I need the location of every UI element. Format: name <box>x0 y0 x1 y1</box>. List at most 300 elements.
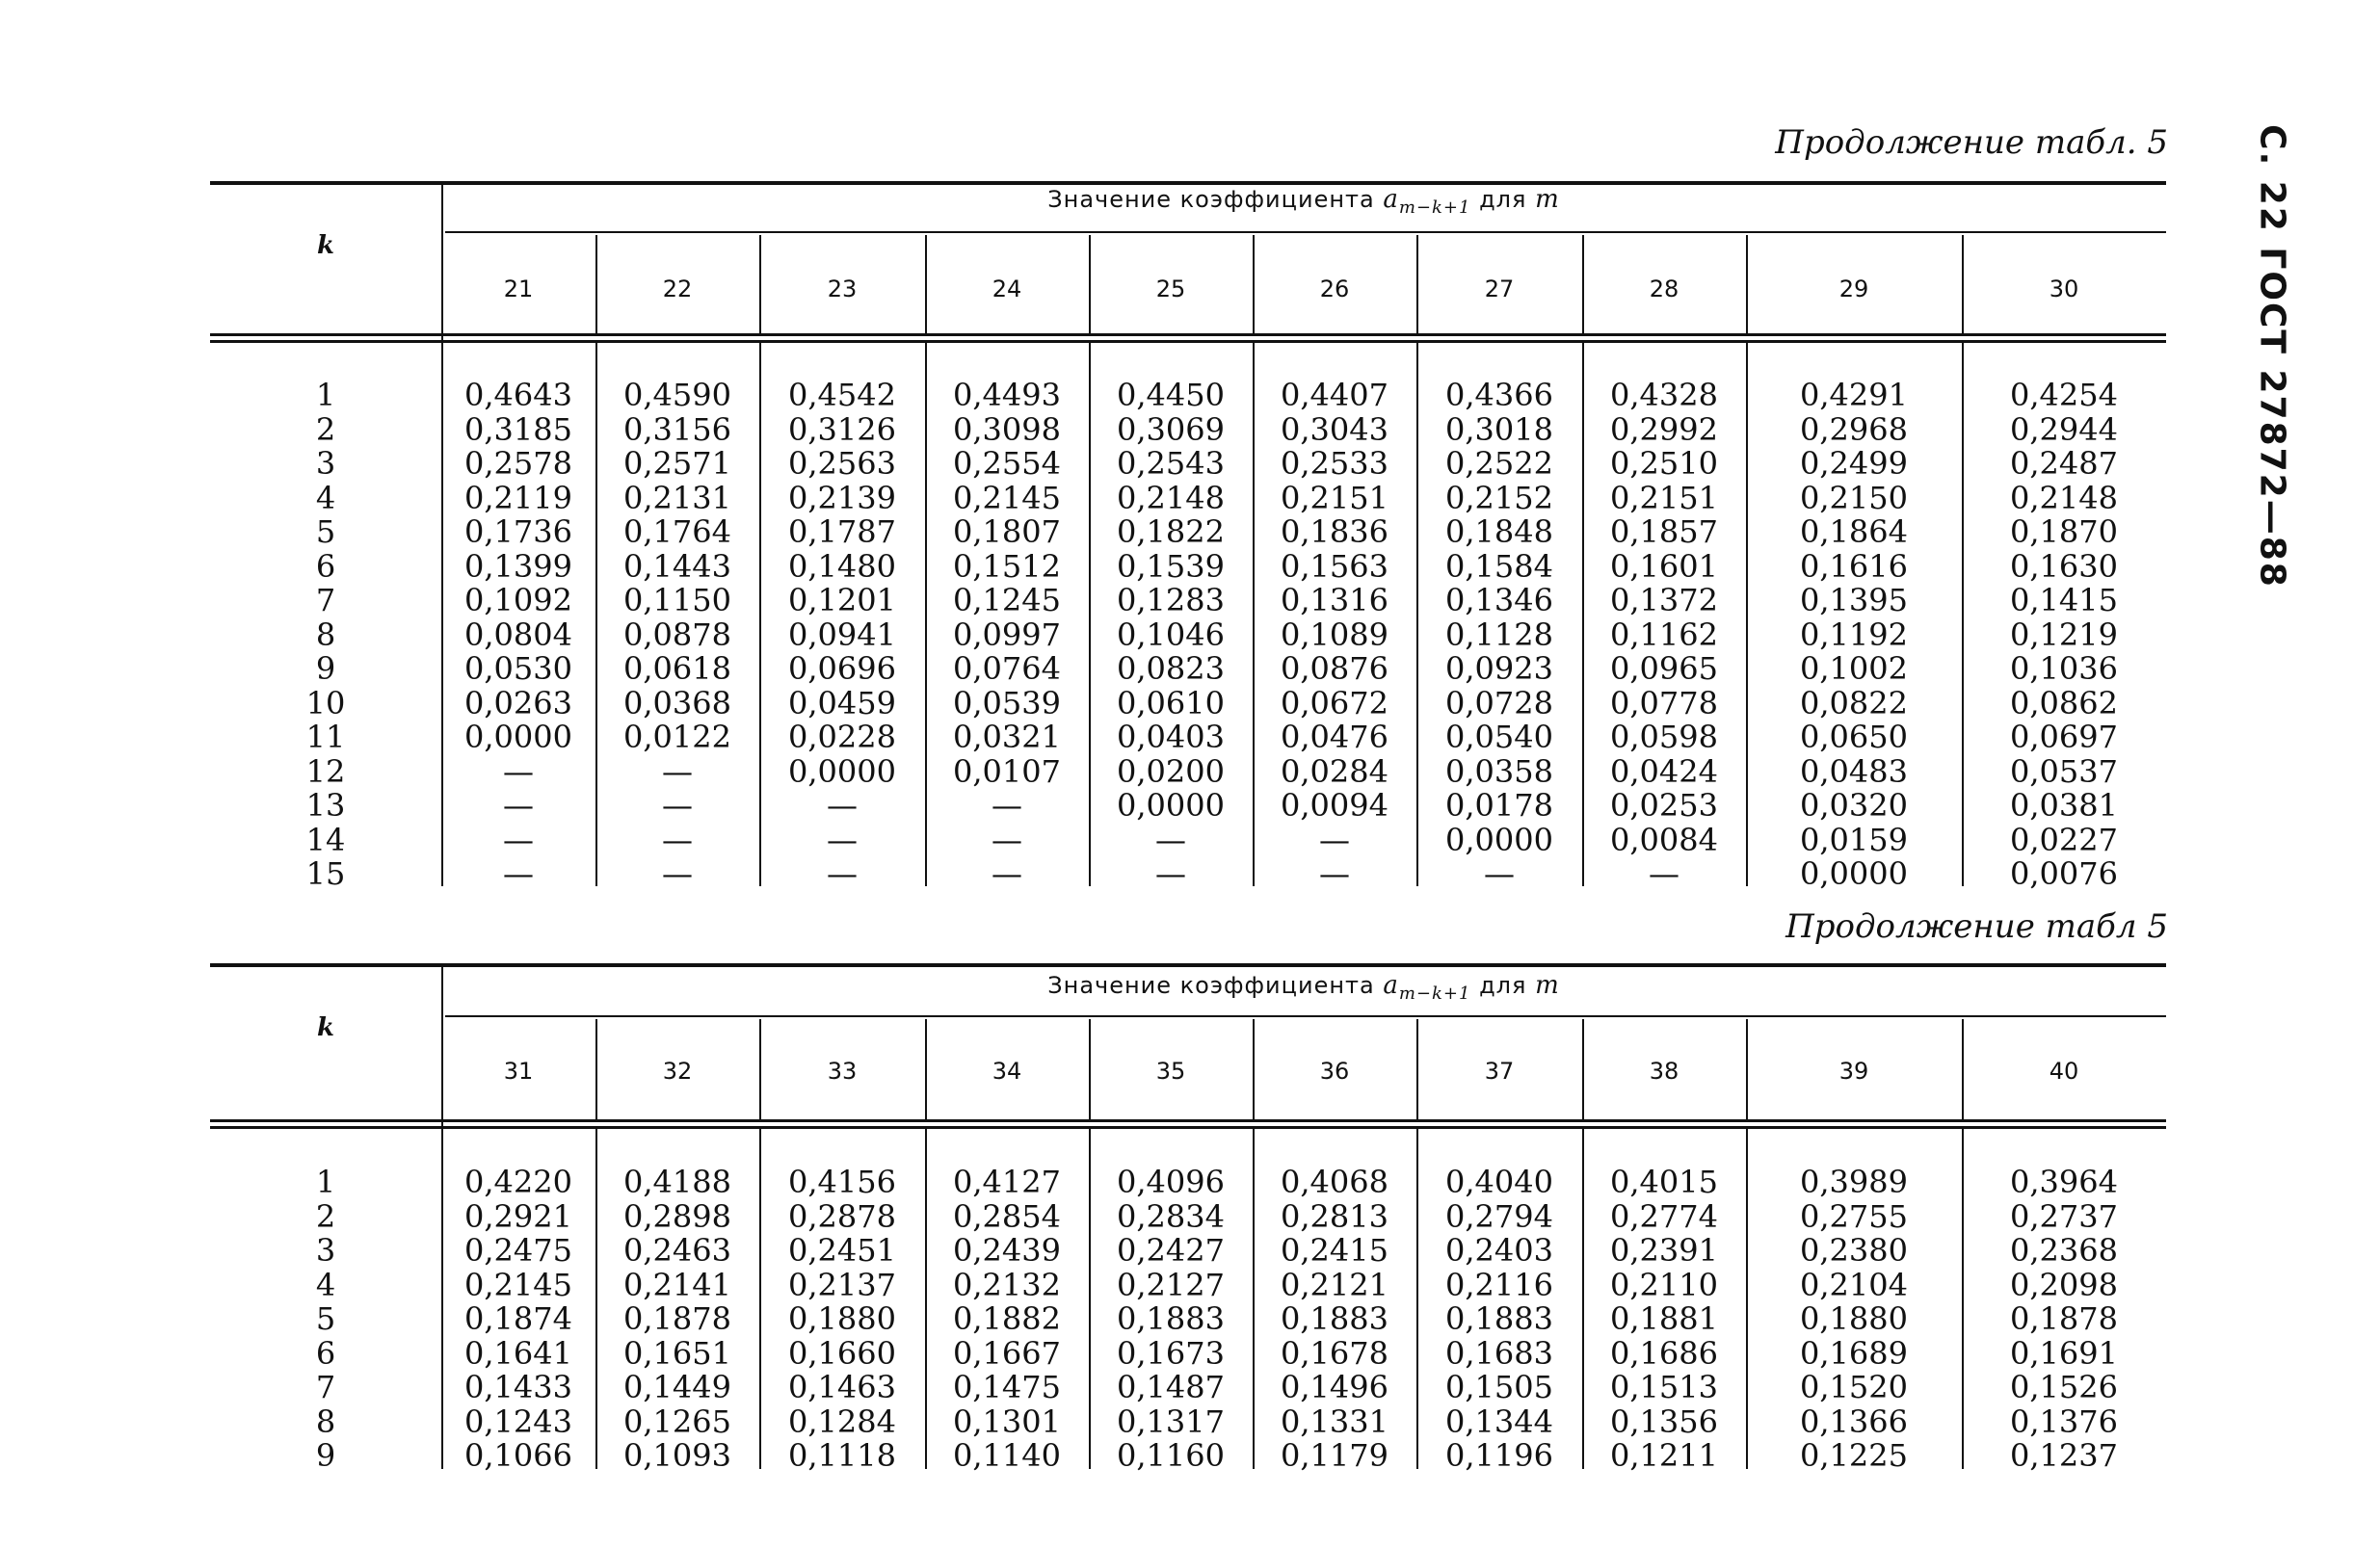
value-cell: 0,1883 <box>1445 1300 1553 1337</box>
value-column-m-38 <box>1582 1166 1746 1474</box>
spanning-header-rule <box>445 1015 2166 1017</box>
k-values-column <box>210 1166 441 1474</box>
value-cell: — <box>992 821 1022 858</box>
value-cell: 0,1857 <box>1610 513 1718 550</box>
value-column-m-31 <box>441 1166 595 1474</box>
value-column-m-26 <box>1253 379 1416 892</box>
column-header-m-34: 34 <box>992 1058 1022 1085</box>
value-cell: 0,1376 <box>2010 1403 2118 1440</box>
value-cell: 0,1128 <box>1445 616 1553 653</box>
value-cell: 0,0823 <box>1117 650 1225 687</box>
value-cell: 0,1346 <box>1445 582 1553 618</box>
value-cell: 0,1520 <box>1800 1369 1908 1405</box>
value-cell: 0,2151 <box>1610 479 1718 516</box>
column-header-m-40: 40 <box>2049 1058 2079 1085</box>
value-cell: 0,1219 <box>2010 616 2118 653</box>
variable-m: m <box>1535 971 1560 1000</box>
value-column-m-25 <box>1089 379 1253 892</box>
value-cell: — <box>662 855 693 892</box>
header-double-rule <box>210 333 2166 343</box>
value-cell: 0,0476 <box>1281 719 1388 755</box>
value-cell: 0,2104 <box>1800 1266 1908 1303</box>
spanning-header-suffix: для <box>1470 972 1536 999</box>
column-divider-header <box>759 235 761 335</box>
value-cell: — <box>1484 855 1515 892</box>
value-cell: 0,2391 <box>1610 1232 1718 1269</box>
spanning-header <box>441 971 2166 1004</box>
value-cell: 0,2121 <box>1281 1266 1388 1303</box>
k-value-cell: 8 <box>315 1403 336 1440</box>
value-cell: 0,2141 <box>623 1266 731 1303</box>
value-cell: 0,1284 <box>788 1403 896 1440</box>
value-cell: 0,1331 <box>1281 1403 1388 1440</box>
value-cell: 0,1678 <box>1281 1334 1388 1372</box>
value-cell: 0,0424 <box>1610 752 1718 790</box>
k-value-cell: 12 <box>305 752 346 790</box>
value-cell: 0,4156 <box>788 1164 896 1200</box>
value-cell: 0,2110 <box>1610 1266 1718 1303</box>
column-header-m-25: 25 <box>1155 275 1186 302</box>
table2-caption: Продолжение табл 5 <box>1785 907 2168 946</box>
value-cell: 0,0000 <box>1445 821 1553 858</box>
value-cell: 0,2510 <box>1610 445 1718 482</box>
column-divider-header <box>1582 235 1584 335</box>
value-cell: 0,1140 <box>953 1437 1061 1474</box>
value-cell: — <box>1319 855 1350 892</box>
value-cell: 0,2944 <box>2010 410 2118 448</box>
value-cell: 0,1089 <box>1281 616 1388 653</box>
k-value-cell: 14 <box>305 821 346 858</box>
value-column-m-40 <box>1962 1166 2166 1474</box>
column-divider-header <box>1746 235 1748 335</box>
value-cell: 0,1584 <box>1445 547 1553 585</box>
value-cell: 0,1372 <box>1610 582 1718 618</box>
value-cell: 0,0320 <box>1800 787 1908 824</box>
value-cell: 0,0228 <box>788 719 896 755</box>
value-cell: 0,1874 <box>464 1300 572 1337</box>
value-column-m-28 <box>1582 379 1746 892</box>
column-divider-header <box>1253 1019 1255 1121</box>
value-cell: 0,1356 <box>1610 1403 1718 1440</box>
value-cell: 0,1505 <box>1445 1369 1553 1405</box>
value-cell: 0,1881 <box>1610 1300 1718 1337</box>
value-cell: — <box>827 855 858 892</box>
value-cell: 0,4254 <box>2010 377 2118 413</box>
k-value-cell: 13 <box>305 787 346 824</box>
value-cell: 0,1225 <box>1800 1437 1908 1474</box>
value-cell: 0,1878 <box>2010 1300 2118 1337</box>
value-cell: 0,1513 <box>1610 1369 1718 1405</box>
value-cell: — <box>662 821 693 858</box>
value-column-m-22 <box>595 379 759 892</box>
value-cell: 0,2921 <box>464 1197 572 1235</box>
k-values-column <box>210 379 441 892</box>
value-cell: 0,1864 <box>1800 513 1908 550</box>
column-divider-header <box>1253 235 1255 335</box>
value-cell: 0,0076 <box>2010 855 2118 892</box>
value-cell: 0,0227 <box>2010 821 2118 858</box>
value-column-m-21 <box>441 379 595 892</box>
value-cell: 0,4643 <box>464 377 572 413</box>
k-value-cell: 5 <box>315 513 336 550</box>
value-cell: 0,1066 <box>464 1437 572 1474</box>
value-cell: 0,0610 <box>1117 684 1225 721</box>
value-cell: — <box>662 787 693 824</box>
coefficient-subscript: m−k+1 <box>1398 197 1471 219</box>
column-header-m-35: 35 <box>1155 1058 1186 1085</box>
value-cell: 0,3989 <box>1800 1164 1908 1200</box>
value-cell: 0,0321 <box>953 719 1061 755</box>
value-cell: 0,2139 <box>788 479 896 516</box>
value-cell: 0,0107 <box>953 752 1061 790</box>
value-cell: 0,3185 <box>464 410 572 448</box>
value-column-m-33 <box>759 1166 925 1474</box>
value-cell: 0,2368 <box>2010 1232 2118 1269</box>
value-cell: 0,0403 <box>1117 719 1225 755</box>
value-cell: 0,1689 <box>1800 1334 1908 1372</box>
value-cell: 0,2878 <box>788 1197 896 1235</box>
value-cell: 0,1686 <box>1610 1334 1718 1372</box>
value-cell: 0,3126 <box>788 410 896 448</box>
column-header-m-30: 30 <box>2049 275 2079 302</box>
value-cell: 0,2145 <box>464 1266 572 1303</box>
value-column-m-23 <box>759 379 925 892</box>
value-cell: 0,2992 <box>1610 410 1718 448</box>
column-divider-header <box>759 1019 761 1121</box>
k-value-cell: 15 <box>305 855 346 892</box>
k-column-header: k <box>316 1013 334 1042</box>
value-cell: 0,1237 <box>2010 1437 2118 1474</box>
value-cell: 0,0672 <box>1281 684 1388 721</box>
value-cell: 0,4366 <box>1445 377 1553 413</box>
value-column-m-24 <box>925 379 1089 892</box>
value-cell: 0,1651 <box>623 1334 731 1372</box>
value-cell: 0,1480 <box>788 547 896 585</box>
value-cell: 0,1243 <box>464 1403 572 1440</box>
value-cell: 0,0822 <box>1800 684 1908 721</box>
value-cell: 0,3043 <box>1281 410 1388 448</box>
value-cell: 0,1093 <box>623 1437 731 1474</box>
value-column-m-35 <box>1089 1166 1253 1474</box>
value-cell: — <box>503 787 534 824</box>
value-cell: 0,2543 <box>1117 445 1225 482</box>
value-cell: 0,4291 <box>1800 377 1908 413</box>
coefficient-symbol: $a_{m-k+1}$ <box>1383 185 1471 219</box>
value-cell: 0,1395 <box>1800 582 1908 618</box>
k-value-cell: 3 <box>315 445 336 482</box>
value-cell: 0,3098 <box>953 410 1061 448</box>
table2 <box>210 963 2166 1474</box>
value-cell: 0,2131 <box>623 479 731 516</box>
column-divider-header <box>595 1019 597 1121</box>
value-cell: 0,0618 <box>623 650 731 687</box>
value-cell: 0,2127 <box>1117 1266 1225 1303</box>
header-double-rule <box>210 1119 2166 1129</box>
value-cell: 0,2499 <box>1800 445 1908 482</box>
value-cell: 0,2116 <box>1445 1266 1553 1303</box>
column-header-m-28: 28 <box>1649 275 1679 302</box>
value-cell: 0,0728 <box>1445 684 1553 721</box>
coefficient-symbol: $a_{m-k+1}$ <box>1383 971 1471 1005</box>
spanning-header-prefix: Значение коэффициента <box>1047 972 1384 999</box>
value-cell: 0,0253 <box>1610 787 1718 824</box>
value-cell: 0,1415 <box>2010 582 2118 618</box>
value-cell: — <box>503 855 534 892</box>
value-cell: 0,2132 <box>953 1266 1061 1303</box>
k-value-cell: 7 <box>315 1369 336 1405</box>
spanning-header-prefix: Значение коэффициента <box>1047 186 1384 213</box>
value-cell: 0,1002 <box>1800 650 1908 687</box>
variable-m: m <box>1535 185 1560 214</box>
value-column-m-30 <box>1962 379 2166 892</box>
column-header-m-38: 38 <box>1649 1058 1679 1085</box>
value-cell: 0,2403 <box>1445 1232 1553 1269</box>
value-cell: 0,1683 <box>1445 1334 1553 1372</box>
spanning-header-rule <box>445 231 2166 233</box>
value-cell: 0,4096 <box>1117 1164 1225 1200</box>
value-cell: 0,1878 <box>623 1300 731 1337</box>
column-divider-header <box>1962 1019 1964 1121</box>
value-cell: 0,1563 <box>1281 547 1388 585</box>
value-cell: — <box>503 752 534 790</box>
value-cell: 0,1433 <box>464 1369 572 1405</box>
value-cell: — <box>662 752 693 790</box>
value-cell: 0,1807 <box>953 513 1061 550</box>
value-cell: 0,2475 <box>464 1232 572 1269</box>
k-value-cell: 9 <box>315 1437 336 1474</box>
k-value-cell: 6 <box>315 547 336 585</box>
value-cell: 0,0459 <box>788 684 896 721</box>
column-header-m-29: 29 <box>1838 275 1869 302</box>
value-cell: 0,1283 <box>1117 582 1225 618</box>
column-header-m-32: 32 <box>662 1058 693 1085</box>
column-divider-header <box>925 235 927 335</box>
value-cell: — <box>1155 855 1186 892</box>
value-cell: 0,0084 <box>1610 821 1718 858</box>
k-value-cell: 4 <box>315 479 336 516</box>
value-cell: 0,1539 <box>1117 547 1225 585</box>
value-cell: 0,0122 <box>623 719 731 755</box>
value-cell: 0,1179 <box>1281 1437 1388 1474</box>
spanning-header <box>441 185 2166 218</box>
column-divider-header <box>1962 235 1964 335</box>
value-cell: 0,1399 <box>464 547 572 585</box>
value-cell: 0,1475 <box>953 1369 1061 1405</box>
value-cell: 0,1192 <box>1800 616 1908 653</box>
value-cell: 0,1496 <box>1281 1369 1388 1405</box>
value-cell: 0,1630 <box>2010 547 2118 585</box>
value-cell: — <box>1155 821 1186 858</box>
k-value-cell: 10 <box>305 684 346 721</box>
value-cell: 0,0284 <box>1281 752 1388 790</box>
value-cell: 0,2794 <box>1445 1197 1553 1235</box>
column-divider-header <box>1416 235 1418 335</box>
value-cell: 0,2487 <box>2010 445 2118 482</box>
value-cell: 0,0000 <box>788 752 896 790</box>
value-cell: 0,0923 <box>1445 650 1553 687</box>
value-cell: 0,2968 <box>1800 410 1908 448</box>
value-cell: — <box>503 821 534 858</box>
value-cell: 0,2148 <box>1117 479 1225 516</box>
value-cell: — <box>992 855 1022 892</box>
value-cell: 0,4015 <box>1610 1164 1718 1200</box>
value-cell: 0,1512 <box>953 547 1061 585</box>
value-cell: 0,2150 <box>1800 479 1908 516</box>
k-value-cell: 2 <box>315 410 336 448</box>
value-cell: 0,2451 <box>788 1232 896 1269</box>
value-cell: 0,0878 <box>623 616 731 653</box>
value-cell: 0,3964 <box>2010 1164 2118 1200</box>
k-value-cell: 2 <box>315 1197 336 1235</box>
value-cell: 0,2098 <box>2010 1266 2118 1303</box>
value-cell: 0,2774 <box>1610 1197 1718 1235</box>
value-cell: 0,2152 <box>1445 479 1553 516</box>
value-cell: 0,1150 <box>623 582 731 618</box>
value-cell: 0,2755 <box>1800 1197 1908 1235</box>
k-value-cell: 4 <box>315 1266 336 1303</box>
value-cell: 0,1601 <box>1610 547 1718 585</box>
value-cell: 0,2427 <box>1117 1232 1225 1269</box>
column-header-m-23: 23 <box>827 275 858 302</box>
value-cell: 0,4542 <box>788 377 896 413</box>
coefficient-subscript: m−k+1 <box>1398 983 1471 1005</box>
value-cell: 0,1880 <box>788 1300 896 1337</box>
value-cell: — <box>1649 855 1679 892</box>
column-header-m-31: 31 <box>503 1058 534 1085</box>
value-cell: 0,0778 <box>1610 684 1718 721</box>
value-cell: 0,1764 <box>623 513 731 550</box>
value-cell: 0,4590 <box>623 377 731 413</box>
value-cell: 0,3156 <box>623 410 731 448</box>
document-side-header <box>2234 124 2311 589</box>
value-cell: 0,1162 <box>1610 616 1718 653</box>
k-value-cell: 6 <box>315 1334 336 1372</box>
value-column-m-37 <box>1416 1166 1582 1474</box>
value-cell: 0,2854 <box>953 1197 1061 1235</box>
column-header-m-24: 24 <box>992 275 1022 302</box>
value-cell: 0,0530 <box>464 650 572 687</box>
value-cell: 0,2439 <box>953 1232 1061 1269</box>
value-cell: 0,1160 <box>1117 1437 1225 1474</box>
value-cell: 0,0537 <box>2010 752 2118 790</box>
value-cell: 0,2380 <box>1800 1232 1908 1269</box>
value-cell: 0,1118 <box>788 1437 896 1474</box>
value-cell: 0,1822 <box>1117 513 1225 550</box>
k-value-cell: 1 <box>315 1164 336 1200</box>
value-cell: 0,0696 <box>788 650 896 687</box>
value-cell: 0,1787 <box>788 513 896 550</box>
value-cell: 0,0862 <box>2010 684 2118 721</box>
value-cell: 0,1836 <box>1281 513 1388 550</box>
value-cell: 0,0540 <box>1445 719 1553 755</box>
value-cell: 0,2151 <box>1281 479 1388 516</box>
value-cell: 0,2834 <box>1117 1197 1225 1235</box>
value-cell: 0,1882 <box>953 1300 1061 1337</box>
value-cell: 0,0764 <box>953 650 1061 687</box>
value-cell: 0,2578 <box>464 445 572 482</box>
value-cell: 0,1641 <box>464 1334 572 1372</box>
value-cell: 0,0876 <box>1281 650 1388 687</box>
column-divider-header <box>1582 1019 1584 1121</box>
value-cell: 0,1870 <box>2010 513 2118 550</box>
value-cell: 0,1092 <box>464 582 572 618</box>
value-cell: 0,2898 <box>623 1197 731 1235</box>
value-cell: 0,2463 <box>623 1232 731 1269</box>
value-cell: 0,4188 <box>623 1164 731 1200</box>
value-cell: 0,1463 <box>788 1369 896 1405</box>
value-cell: 0,2737 <box>2010 1197 2118 1235</box>
top-rule <box>210 963 2166 967</box>
value-cell: 0,0965 <box>1610 650 1718 687</box>
table1-caption: Продолжение табл. 5 <box>1775 123 2168 162</box>
value-cell: 0,3018 <box>1445 410 1553 448</box>
value-cell: 0,1316 <box>1281 582 1388 618</box>
value-cell: 0,4450 <box>1117 377 1225 413</box>
value-cell: 0,0598 <box>1610 719 1718 755</box>
value-cell: 0,1667 <box>953 1334 1061 1372</box>
value-cell: 0,0997 <box>953 616 1061 653</box>
value-cell: 0,1691 <box>2010 1334 2118 1372</box>
column-divider-header <box>595 235 597 335</box>
value-column-m-29 <box>1746 379 1962 892</box>
value-cell: 0,1883 <box>1117 1300 1225 1337</box>
value-cell: 0,1487 <box>1117 1369 1225 1405</box>
k-value-cell: 11 <box>305 719 346 755</box>
value-cell: 0,2145 <box>953 479 1061 516</box>
column-divider-header <box>1416 1019 1418 1121</box>
value-cell: 0,1196 <box>1445 1437 1553 1474</box>
value-cell: 0,0804 <box>464 616 572 653</box>
value-cell: 0,0941 <box>788 616 896 653</box>
value-cell: 0,0000 <box>1117 787 1225 824</box>
k-value-cell: 5 <box>315 1300 336 1337</box>
k-column-header: k <box>316 231 334 260</box>
value-cell: 0,0650 <box>1800 719 1908 755</box>
value-cell: 0,0094 <box>1281 787 1388 824</box>
value-cell: — <box>1319 821 1350 858</box>
value-cell: 0,2554 <box>953 445 1061 482</box>
value-cell: 0,4328 <box>1610 377 1718 413</box>
value-cell: 0,1443 <box>623 547 731 585</box>
value-cell: 0,1526 <box>2010 1369 2118 1405</box>
value-cell: 0,0159 <box>1800 821 1908 858</box>
value-cell: — <box>992 787 1022 824</box>
value-cell: 0,0000 <box>464 719 572 755</box>
value-cell: 0,3069 <box>1117 410 1225 448</box>
value-cell: 0,0483 <box>1800 752 1908 790</box>
k-value-cell: 7 <box>315 582 336 618</box>
side-header-text: С. 22 ГОСТ 27872—88 <box>2252 124 2292 589</box>
value-cell: 0,1301 <box>953 1403 1061 1440</box>
value-cell: 0,0000 <box>1800 855 1908 892</box>
table1 <box>210 181 2166 894</box>
value-cell: 0,1245 <box>953 582 1061 618</box>
value-cell: — <box>827 821 858 858</box>
value-cell: 0,1211 <box>1610 1437 1718 1474</box>
value-cell: 0,4068 <box>1281 1164 1388 1200</box>
column-header-m-22: 22 <box>662 275 693 302</box>
value-cell: 0,4493 <box>953 377 1061 413</box>
column-divider-header <box>925 1019 927 1121</box>
column-header-m-33: 33 <box>827 1058 858 1085</box>
value-cell: 0,1344 <box>1445 1403 1553 1440</box>
value-cell: 0,0368 <box>623 684 731 721</box>
value-column-m-34 <box>925 1166 1089 1474</box>
value-cell: 0,4040 <box>1445 1164 1553 1200</box>
value-cell: 0,2522 <box>1445 445 1553 482</box>
column-header-m-36: 36 <box>1319 1058 1350 1085</box>
value-cell: 0,1848 <box>1445 513 1553 550</box>
